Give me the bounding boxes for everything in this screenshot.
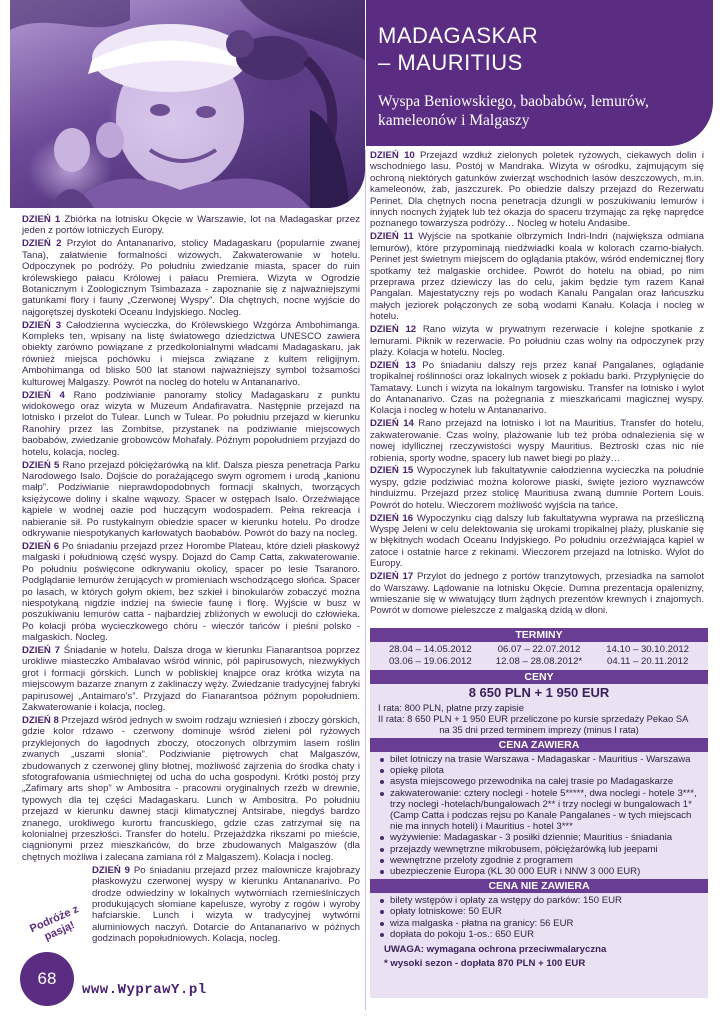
not-included-heading: CENA NIE ZAWIERA	[370, 879, 708, 893]
itinerary-day	[22, 715, 360, 863]
day-text: Rano przejazd półciężarówką na klif. Dalsza piesza penetracja Parku Narodowego Isalo. Dojście do porażającego swym ogromem i urodą „kanionu małp”. Podziwianie nieprawdopodobnych formacji skalnych, tworzących księżycowe doliny i skalne wąwozy. Spacer w ostępach Isalo. Orzeźwiające kąpiele w wodnej oazie pod huczącym wodospadem. Pełna rekreacja i nabieranie sił. Po rustykalnym obiedzie spacer w kierunku hotelu. Po drodze odkrywanie niespotykanych karłowatych baobabów. Powrót do bazy na nocleg.	[22, 459, 360, 539]
day-text: Wypoczynek lub fakultatywnie całodzienna wycieczka na południe wyspy, gdzie podziwiać można kolorowe piaski, święte jezioro wyznawców hinduizmu. Przejazd przez stolicę Mauritiusa zwaną dumnie Portem Louis. Powrót do hotelu. Wieczorem możliwość wyjścia na tańce.	[370, 465, 704, 511]
travel-photo	[10, 0, 365, 208]
day-label: DZIEŃ 16	[370, 512, 414, 524]
title-panel	[366, 0, 713, 146]
day-text: Wyjście na spotkanie olbrzymich Indri-Indri (największa odmiana lemurów), które przypominają niedźwiadki koala w kolorach czarno-białych. Perinet jest świetnym miejscem do oglądania ptaków, wśród endemicznej flory spotkamy też malgaskie orchidee. Powrót do hotelu na obiad, po nim przeprawa przez dziewiczy las do celu, jakim będzie tym razem Kanał Pangalan. Majestatyczny rejs po wodach Kanalu Pangalan oraz łańcuszku małych jeziorek połączonych ze sobą wodami Kanału. Kolacja i nocleg w hotelu.	[370, 231, 704, 323]
included-item: opiekę pilota	[380, 765, 702, 776]
day-text: Rano wizyta w prywatnym rezerwacie i kolejne spotkanie z lemurami. Piknik w rezerwacie. Po południu czas wolny na odpoczynek przy plaży. Kolacja w hotelu. Nocleg.	[370, 324, 704, 358]
itinerary-day	[370, 571, 704, 617]
itinerary-day	[22, 645, 360, 713]
page-number: 68	[20, 952, 74, 1006]
terms-dates	[370, 642, 708, 670]
itinerary-day	[22, 238, 360, 318]
itinerary-day	[370, 465, 704, 511]
day-label: DZIEŃ 11	[370, 231, 414, 243]
term-date: 28.04 – 14.05.2012	[388, 644, 472, 655]
brand-stamp: Podróże z pasją!	[28, 903, 81, 944]
not-included-item: opłaty lotniskowe: 50 EUR	[380, 906, 702, 917]
term-date: 06.07 – 22.07.2012	[497, 644, 581, 655]
day-label: DZIEŃ 10	[370, 150, 415, 161]
destination-title	[378, 22, 698, 76]
itinerary-day	[22, 390, 360, 458]
day-text: Rano przejazd na lotnisko i lot na Mauritius. Transfer do hotelu, zakwaterowanie. Czas wolny, plażowanie lub też próba odnalezienia się w nowej idyllicznej rzeczywistości wyspy Mauritius. Beztroski czas nic nie robienia, sporty wodne, spacery lub nawet biegi po plaży…	[370, 418, 704, 464]
day-label: DZIEŃ 15	[370, 465, 414, 477]
photo-illustration	[10, 0, 365, 208]
installment-1: I rata: 800 PLN, płatne przy zapisie	[378, 702, 524, 713]
included-heading: CENA ZAWIERA	[370, 738, 708, 752]
day-label: DZIEŃ 17	[370, 571, 414, 583]
day-text: Przylot do Antananarivo, stolicy Madagaskaru (popularnie zwanej Tana), załatwienie formalności wizowych. Zakwaterowanie w hotelu. Odpoczynek po podróży. Po południu zwiedzanie miasta, spacer do ruin królewskiego pałacu Królowej i pałacu Premiera. Wizyta w Ogrodzie Botanicznym i Zoologicznym Tsimbazaza - zapoznanie się z najważniejszymi gatunkami flory i fauny „Czerwonej Wyspy”. Dla chętnych, nocne wyjście do najgorętszej dyskoteki Oceanu Indyjskiego. Nocleg.	[22, 238, 360, 318]
day-text: Przejazd wzdłuż zielonych poletek ryżowych, ciekawych dolin i wschodniego lasu. Postój w Mandraka. Wizyta w ośrodku, zajmującym się ochroną niektórych gatunków zwierząt wschodnich lasów deszczowych, m.in. kameleonów, żab, jaszczurek. Po obiedzie dalszy przejazd do Rezerwatu Perinet. Dla chętnych nocna penetracja dżungli w poszukiwaniu lemurów i innych nocnych żyjątek lub też okazja do spaceru trzymając za rękę naprędce poznanego towarzysza podróży… Nocleg w hotelu Andasibe.	[370, 150, 704, 230]
pricing-box	[370, 628, 708, 998]
included-list	[370, 754, 708, 877]
itinerary-day	[370, 324, 704, 358]
title-line-2: – MAURITIUS	[378, 50, 523, 75]
website-link[interactable]: www.WyprawY.pl	[82, 982, 207, 998]
day-text: Rano podziwianie panoramy stolicy Madagaskaru z punktu widokowego oraz wizyta w Muzeum Andafiravatra. Następnie przejazd na lotnisko i przelot do Tulear. Lunch w Tulear. Po południu przejazd w kierunku Ranohiry przez las Zombitse, przystanek na podziwianie miejscowych baobabów, zwiedzanie grobowców Mohafaly. Późnym popołudniem przyjazd do hotelu, kolacja, nocleg.	[22, 389, 360, 458]
term-date: 12.08 – 28.08.2012*	[495, 656, 583, 667]
day-text: Śniadanie w hotelu. Dalsza droga w kierunku Fianarantsoa poprzez urokliwe miasteczko Ambalavao wśród winnic, pól papirusowych, niezwykłych grot i formacji górskich. Lunch w pobliskiej knajpce oraz krótka wizyta na miejscowym bazarze znanym z zaklinaczy węży. Zwiedzanie tradycyjnej fabryki papirusowej „Antaimaro's”. Przyjazd do Fianarantsoa późnym popołudniem. Zakwaterowanie i kolacja, nocleg.	[22, 645, 360, 714]
itinerary-day	[22, 460, 360, 540]
destination-subtitle: Wyspa Beniowskiego, baobabów, lemurów, kameleonów i Malgaszy	[378, 93, 649, 129]
day-label: DZIEŃ 2	[22, 238, 62, 250]
malaria-warning: UWAGA: wymagana ochrona przeciwmalaryczna	[384, 944, 607, 956]
day-label: DZIEŃ 13	[370, 359, 416, 371]
day-label: DZIEŃ 7	[22, 645, 60, 657]
day-text: Przylot do jednego z portów tranzytowych, przesiadka na samolot do Warszawy. Lądowanie na lotnisku Okęcie. Dumna prezentacja opalenizny, wmieszanie się w wiwatujący tłum żądnych prezentów krewnych i znajomych. Powrót w domowe pieleszcze z malgaską dzidą w dłoni.	[370, 571, 704, 617]
term-date: 14.10 – 30.10.2012	[606, 644, 689, 655]
installment-2: II rata: 8 650 PLN + 1 950 EUR przeliczone po kursie sprzedaży Pekao SA	[378, 713, 689, 724]
term-date: 04.11 – 20.11.2012	[607, 656, 689, 667]
term-date: 03.06 – 19.06.2012	[388, 656, 472, 667]
day-text: Po śniadaniu przejazd przez malownicze krajobrazy płaskowyżu czerwonej wyspy w kierunku Antananarivo. Po drodze odwiedziny w lokalnych wytwórniach rzemieślniczych produkujących słomiane kapelusze, wyroby z rogów i wyroby hafciarskie. Lunch i wizyta w tradycyjnej wytwórni aluminiowych naczyń. Dotarcie do Antananarivo w późnych godzinach popołudniowych. Kolacja, nocleg.	[92, 864, 360, 945]
day-text: Całodzienna wycieczka, do Królewskiego Wzgórza Ambohimanga. Kompleks ten, wpisany na listę światowego dziedzictwa UNESCO zawiera obiekty zarówno powiązane z przedkolonialnymi władcami Madagaskaru, jak również miejsca pochówku i miejsca związane z kultem religijnym. Ambohimanga od blisko 500 lat stanowi najważniejszy symbol tożsamości kulturowej Malgaszy. Powrót na nocleg do hotelu w Antananarivo.	[22, 319, 360, 388]
day-label: DZIEŃ 12	[370, 324, 417, 336]
day-label: DZIEŃ 6	[22, 540, 60, 552]
day-label: DZIEŃ 3	[22, 319, 62, 331]
itinerary-day	[370, 418, 704, 464]
installments	[370, 702, 708, 738]
itinerary-day	[22, 320, 360, 388]
itinerary-day	[22, 214, 360, 237]
day-label: DZIEŃ 1	[22, 214, 61, 225]
day-text: Zbiórka na lotnisku Okęcie w Warszawie, lot na Madagaskar przez jeden z portów lotniczych Europy.	[22, 214, 360, 237]
included-item: wewnętrzne przeloty zgodnie z programem	[380, 855, 702, 866]
itinerary-day	[370, 513, 704, 570]
title-line-1: MADAGASKAR	[378, 23, 539, 48]
itinerary-left-column	[22, 214, 360, 946]
included-item: wyżywienie: Madagaskar - 3 posiłki dziennie; Mauritius - śniadania	[380, 832, 702, 843]
day-label: DZIEŃ 8	[22, 714, 59, 726]
itinerary-day	[370, 231, 704, 322]
itinerary-right-column	[370, 150, 704, 618]
not-included-item: wiza malgaska - płatna na granicy: 56 EUR	[380, 918, 702, 929]
not-included-item: bilety wstępów i opłaty za wstępy do parków: 150 EUR	[380, 895, 702, 906]
day-text: Po śniadaniu dalszy rejs przez kanał Pangalanes, oglądanie tropikalnej roślinności oraz lokalnych wiosek z pokładu barki. Przypłynięcie do Tamatavy. Lunch i wizyta na lokalnym targowisku. Transfer na lotnisko i wylot do Antananarivo. Czas na pożegnania z mieszkańcami magicznej wyspy. Kolacja i nocleg w hotelu w Antananarivo.	[370, 359, 705, 417]
itinerary-day	[370, 360, 704, 417]
day-label: DZIEŃ 9	[92, 864, 130, 876]
high-season-note: * wysoki sezon - dopłata 870 PLN + 100 EUR	[384, 958, 586, 970]
day-text: Po śniadaniu przejazd przez Horombe Plateau, które dzieli płaskowyż malgaski i południową część wyspy. Dojazd do Camp Catta, zakwaterowanie. Po południu poświęcone odkrywaniu okolicy, spacer po lesie Tsaranoro. Podglądanie lemurów żerujących w promieniach wschodzącego słońca. Spacer po lasach, w których gołym okiem, bez szkieł i binokularów zobaczyć można niespotykaną nigdzie indziej na świecie faunę i florę. Wyjście w busz w poszukiwaniu lemurów catta - najbardziej zbliżonych w ewolucji do człowieka. Po kolacji próba wycieczkowego chóru - wieczór tańców i pieśni polsko - malgaskich. Nocleg.	[22, 540, 360, 644]
day-label: DZIEŃ 5	[22, 459, 60, 471]
itinerary-day	[370, 150, 704, 230]
day-label: DZIEŃ 14	[370, 418, 414, 430]
terms-heading: TERMINY	[370, 628, 708, 642]
day-text: Przejazd wśród jednych w swoim rodzaju wzniesień i zboczy górskich, gdzie kolor rdzawo - czerwony dominuje wśród zieleni pól ryżowych przyklejonych do łagodnych zboczy, otoczonych olbrzymim lasem roślin zwanych „uszami słonia”. Podziwianie piętrowych chat Malgaszów, zbudowanych z czerwonej gliny błotnej, możliwość zajrzenia do środka chaty i sfotografowania uśmiechniętej od ucha do ucha gospodyni. Krótki postój przy „Zafimary arts shop” w Ambositra - pracowni oryginalnych rzeźb w drewnie, typowych dla tej części Madagaskaru. Lunch w Ambositra. Po południu przejazd w kierunku dawnej stacji klimatycznej Antsirabe, niegdyś bardzo znanego, urokliwego kurortu francuskiego, gdzie czas zatrzymał się na kolonialnej przeszłości. Transfer do hotelu. Przejażdżka rikszami po mieście, ciągnionymi przez mieszkańców, do brze zbudowanych Malgaszów (dla chętnych możliwa i zalecana zamiana ról z Malgaszem). Kolacja i nocleg.	[22, 714, 360, 863]
included-item: bilet lotniczy na trasie Warszawa - Madagaskar - Mauritius - Warszawa	[380, 754, 702, 765]
column-divider	[365, 150, 366, 1010]
itinerary-day	[22, 541, 360, 644]
not-included-item: dopłata do pokoju 1-os.: 650 EUR	[380, 929, 702, 940]
day-label: DZIEŃ 4	[22, 389, 65, 401]
not-included-list	[370, 895, 708, 940]
included-item: asysta miejscowego przewodnika na całej trasie po Madagaskarze	[380, 776, 702, 787]
prices-heading: CENY	[370, 670, 708, 684]
price-main: 8 650 PLN + 1 950 EUR	[468, 685, 610, 700]
day-text: Wypoczynku ciąg dalszy lub fakultatywna wyprawa na prześliczną Wyspę Jeleni w celu delektowania się urokami tropikalnej plaży, pluskanie się w błękitnych wodach Oceanu Indyjskiego. Po południu orzeźwiająca kąpiel w zatoce i ostatnie harce z rekinami. Wieczorem przejazd na lotnisko. Wylot do Europy.	[370, 512, 704, 570]
included-item: zakwaterowanie: cztery noclegi - hotele 5*****, dwa noclegi - hotele 3***, trzy noclegi -hotelach/bungalowach 2** i trzy noclegi w bungalowach 1* (Camp Catta i podczas rejsu po Kanale Pangalanes - w tych miejscach nie ma innych hoteli) i Mauritius - hotel 3***	[380, 788, 702, 833]
installment-2-note: na 35 dni przed terminem imprezy (minus I rata)	[439, 724, 639, 735]
included-item: ubezpieczenie Europa (KL 30 000 EUR i NNW 3 000 EUR)	[380, 866, 702, 877]
included-item: przejazdy wewnętrzne mikrobusem, półciężarówką lub jeepami	[380, 844, 702, 855]
